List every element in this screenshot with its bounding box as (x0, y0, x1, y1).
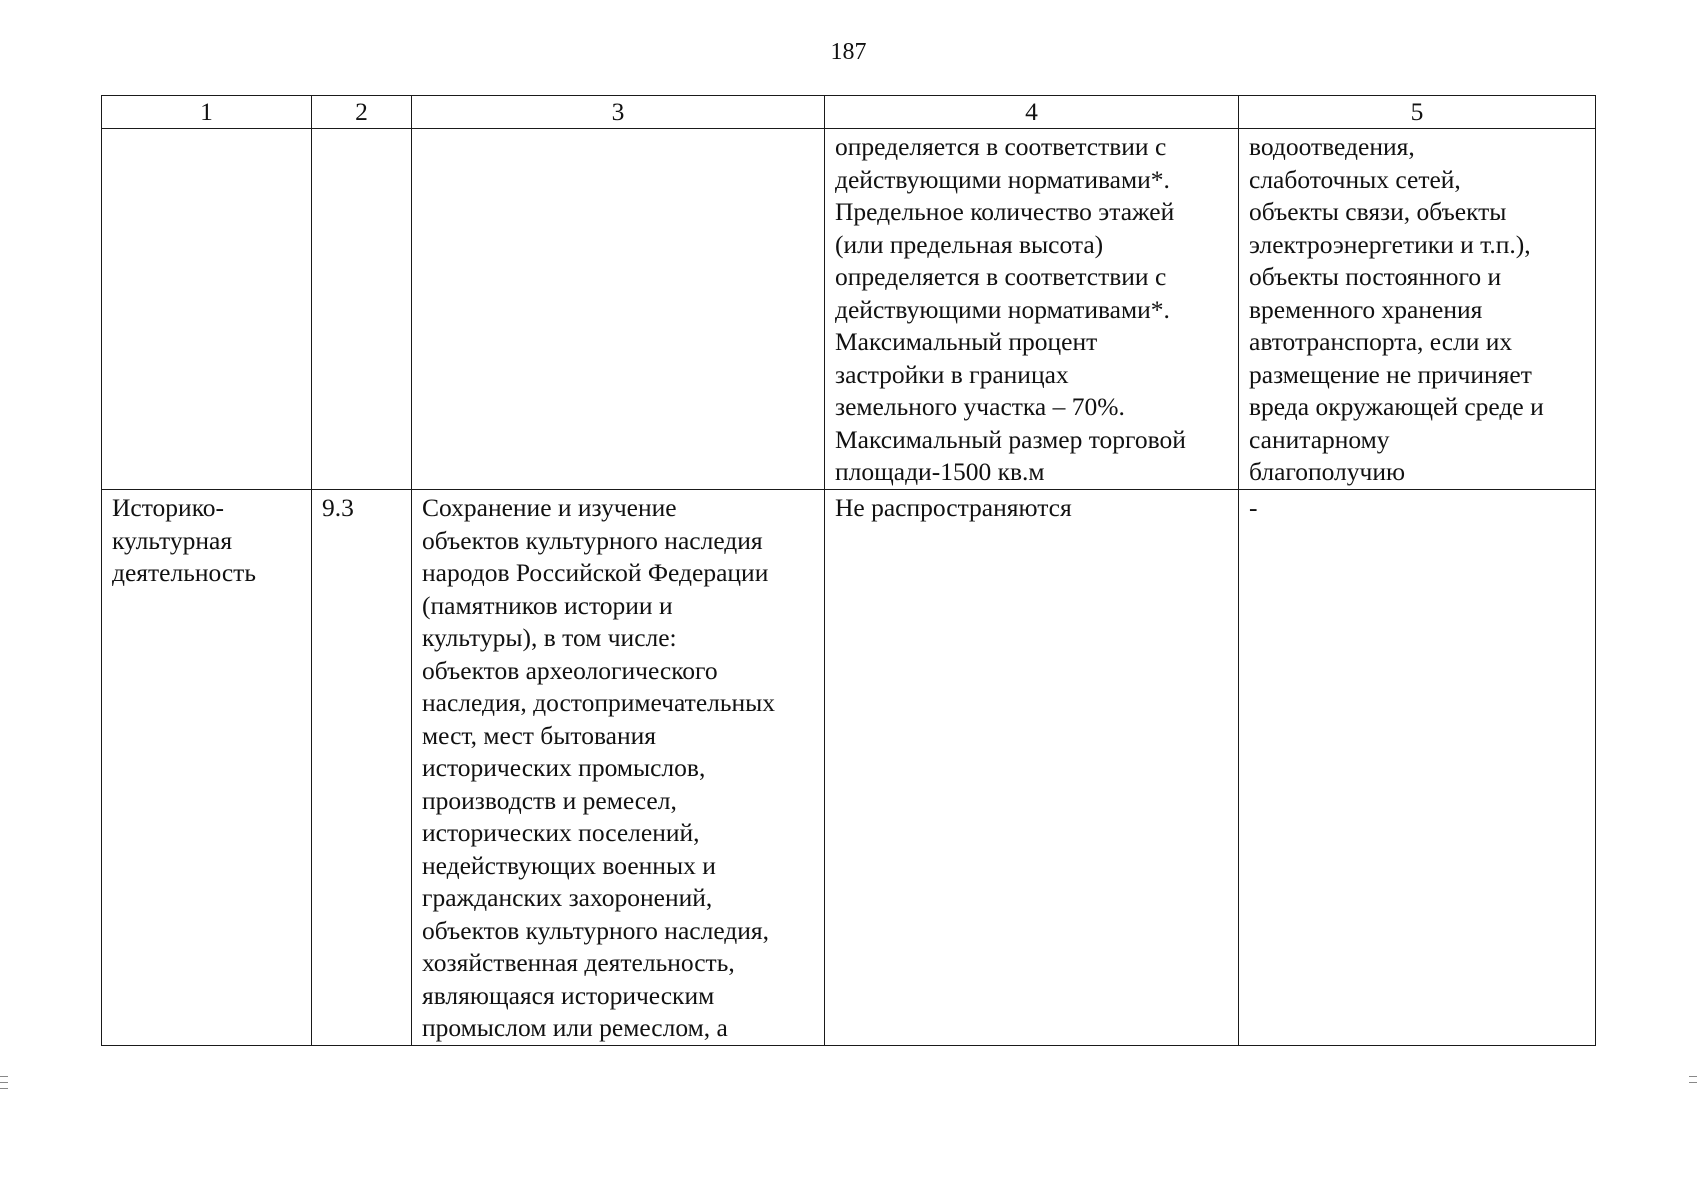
table-cell-auxiliary-uses: - (1239, 490, 1596, 1046)
table-header-row (102, 96, 1596, 129)
table-cell-use-type: Историко- культурная деятельность (102, 490, 312, 1046)
table-cell-parameters: Не распространяются (825, 490, 1239, 1046)
table-cell-code: 9.3 (312, 490, 412, 1046)
table-cell-auxiliary-uses: водоотведения, слаботочных сетей, объекты связи, объекты электроэнергетики и т.п.), объекты постоянного и временного хранения автотранспорта, если их размещение не причиняет вреда окружающей среде и санитарному благополучию (1239, 129, 1596, 490)
page-number: 187 (830, 39, 867, 65)
table-row (102, 129, 1596, 490)
table-row (102, 490, 1596, 1046)
scan-artifact (1689, 1082, 1697, 1083)
column-header-3: 3 (412, 96, 825, 129)
regulations-table (101, 95, 1596, 1046)
column-header-4: 4 (825, 96, 1239, 129)
column-header-5: 5 (1239, 96, 1596, 129)
table-cell-description (412, 129, 825, 490)
table-cell-parameters: определяется в соответствии с действующими нормативами*. Предельное количество этажей (или предельная высота) определяется в соответствии с действующими нормативами*. Максимальный процент застройки в границах земельного участка – 70%. Максимальный размер торговой площади-1500 кв.м (825, 129, 1239, 490)
column-header-2: 2 (312, 96, 412, 129)
table-cell-use-type (102, 129, 312, 490)
table-cell-code (312, 129, 412, 490)
table-cell-description: Сохранение и изучение объектов культурного наследия народов Российской Федерации (памятников истории и культуры), в том числе: объектов археологического наследия, достопримечательных мест, мест бытования исторических промыслов, производств и ремесел, исторических поселений, недействующих военных и гражданских захоронений, объектов культурного наследия, хозяйственная деятельность, являющаяся историческим промыслом или ремеслом, а (412, 490, 825, 1046)
scan-artifact (0, 1088, 8, 1089)
scan-artifact (0, 1082, 8, 1083)
column-header-1: 1 (102, 96, 312, 129)
scan-artifact (1689, 1076, 1697, 1077)
scan-artifact (0, 1076, 8, 1077)
